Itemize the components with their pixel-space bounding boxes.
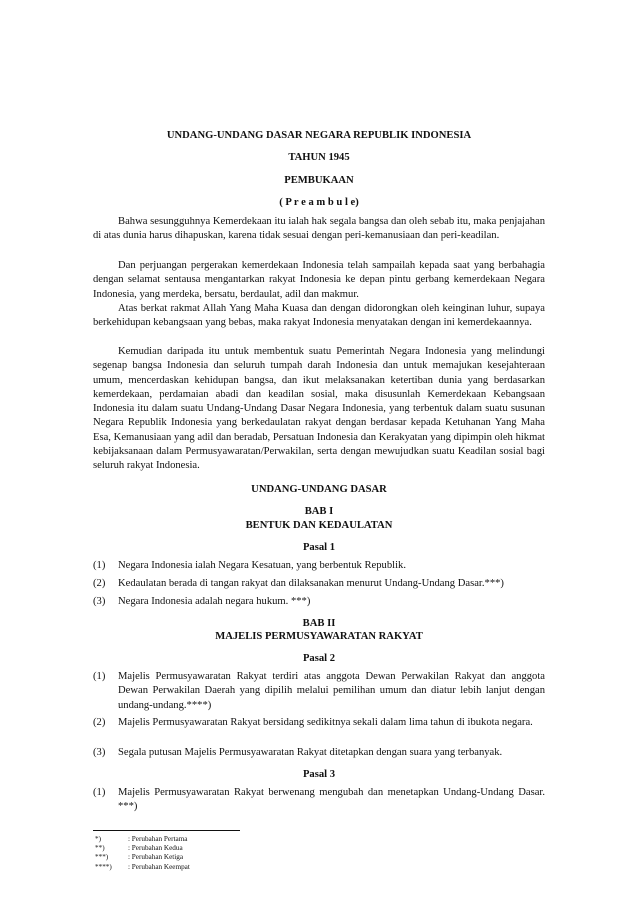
footnote-mark: ****) <box>95 862 112 871</box>
item-text: Majelis Permusyawaratan Rakyat berwenang mengubah dan menetapkan Undang-Undang Dasar. ***) <box>118 787 545 813</box>
pasal3-item <box>93 786 545 815</box>
pasal2-item <box>93 716 545 730</box>
pasal3-heading: Pasal 3 <box>302 769 336 780</box>
item-number: (2) <box>93 717 106 728</box>
footnote-text: : Perubahan Keempat <box>128 862 190 871</box>
footnote-text: : Perubahan Ketiga <box>128 853 184 862</box>
pasal1-item <box>93 577 545 591</box>
item-number: (2) <box>93 578 106 589</box>
footnote-mark: **) <box>95 844 105 853</box>
bab1-label: BAB I <box>304 506 334 517</box>
item-text: Majelis Permusyawaratan Rakyat terdiri atas anggota Dewan Perwakilan Rakyat dan anggota Dewan Perwakilan Daerah yang dipilih melalui pemilihan umum dan diatur lebih lanjut dengan undang-undang.****) <box>118 671 545 711</box>
footnote-text: : Perubahan Pertama <box>128 835 188 843</box>
preamble-paragraph-1: Bahwa sesungguhnya Kemerdekaan itu ialah hak segala bangsa dan oleh sebab itu, maka penjajahan di atas dunia harus dihapuskan, karena tidak sesuai dengan peri-kemanusiaan dan peri-keadilan. <box>93 216 545 242</box>
document-year: TAHUN 1945 <box>288 152 350 163</box>
opening-heading: PEMBUKAAN <box>284 175 354 186</box>
footnote-text: : Perubahan Kedua <box>128 844 183 853</box>
pasal1-item <box>93 595 545 609</box>
item-number: (1) <box>93 560 106 571</box>
item-number: (1) <box>93 671 106 682</box>
pasal2-item <box>93 746 545 760</box>
preamble-paragraph-3: Atas berkat rakmat Allah Yang Maha Kuasa dan dengan didorongkan oleh keinginan luhur, supaya berkehidupan kebangsaan yang bebas, maka rakyat Indonesia menyatakan dengan ini kemerdekaannya. <box>93 303 545 329</box>
bab1-title: BENTUK DAN KEDAULATAN <box>245 520 393 531</box>
opening-subheading: ( P r e a m b u l e) <box>279 197 359 208</box>
footnote <box>95 853 295 862</box>
item-text: Segala putusan Majelis Permusyawaratan Rakyat ditetapkan dengan suara yang terbanyak. <box>118 747 503 758</box>
pasal1-heading: Pasal 1 <box>302 542 336 553</box>
item-number: (1) <box>93 787 106 798</box>
footnote-divider <box>93 830 240 831</box>
footnote-mark: *) <box>95 835 101 843</box>
preamble-paragraph-2: Dan perjuangan pergerakan kemerdekaan Indonesia telah sampailah kepada saat yang berbahagia dengan selamat sentausa mengantarkan rakyat Indonesia ke depan pintu gerbang kemerdekaan Negara Indonesia, yang merdeka, bersatu, berdaulat, adil dan makmur. <box>93 260 545 300</box>
bab2-title: MAJELIS PERMUSYAWARATAN RAKYAT <box>215 631 423 642</box>
footnote <box>95 863 295 872</box>
item-text: Majelis Permusyawaratan Rakyat bersidang sedikitnya sekali dalam lima tahun di ibukota negara. <box>118 717 533 728</box>
pasal1-item <box>93 559 545 573</box>
bab2-label: BAB II <box>302 618 336 629</box>
item-text: Negara Indonesia adalah negara hukum. ***) <box>118 596 311 607</box>
pasal2-heading: Pasal 2 <box>302 653 336 664</box>
item-text: Kedaulatan berada di tangan rakyat dan dilaksanakan menurut Undang-Undang Dasar.***) <box>118 578 504 589</box>
item-number: (3) <box>93 596 106 607</box>
footnote <box>95 835 295 844</box>
item-number: (3) <box>93 747 106 758</box>
document-title: UNDANG-UNDANG DASAR NEGARA REPUBLIK INDONESIA <box>166 130 472 141</box>
uud-heading: UNDANG-UNDANG DASAR <box>251 484 387 495</box>
footnote <box>95 844 295 853</box>
footnotes <box>95 835 295 872</box>
preamble-paragraph-4: Kemudian daripada itu untuk membentuk suatu Pemerintah Negara Indonesia yang melindungi segenap bangsa Indonesia dan seluruh tumpah darah Indonesia dan untuk memajukan kesejahteraan umum, mencerdaskan kehidupan bangsa, dan ikut melaksanakan ketertiban dunia yang berdasarkan kemerdekaan, perdamaian abadi dan keadilan sosial, maka disusunlah Kemerdekaan Kebangsaan Indonesia itu dalam suatu Undang-Undang Dasar Negara Indonesia, yang terbentuk dalam suatu susunan Negara Republik Indonesia yang berkedaulatan rakyat dengan berdasar kepada Ketuhanan Yang Maha Esa, Kemanusiaan yang adil dan beradab, Persatuan Indonesia dan Kerakyatan yang dipimpin oleh hikmat kebijaksanaan dalam Permusyawaratan/Perwakilan, serta dengan mewujudkan suatu Keadilan sosial bagi seluruh rakyat Indonesia. <box>93 346 545 472</box>
footnote-mark: ***) <box>95 853 109 862</box>
pasal2-item <box>93 670 545 713</box>
item-text: Negara Indonesia ialah Negara Kesatuan, yang berbentuk Republik. <box>118 560 406 571</box>
